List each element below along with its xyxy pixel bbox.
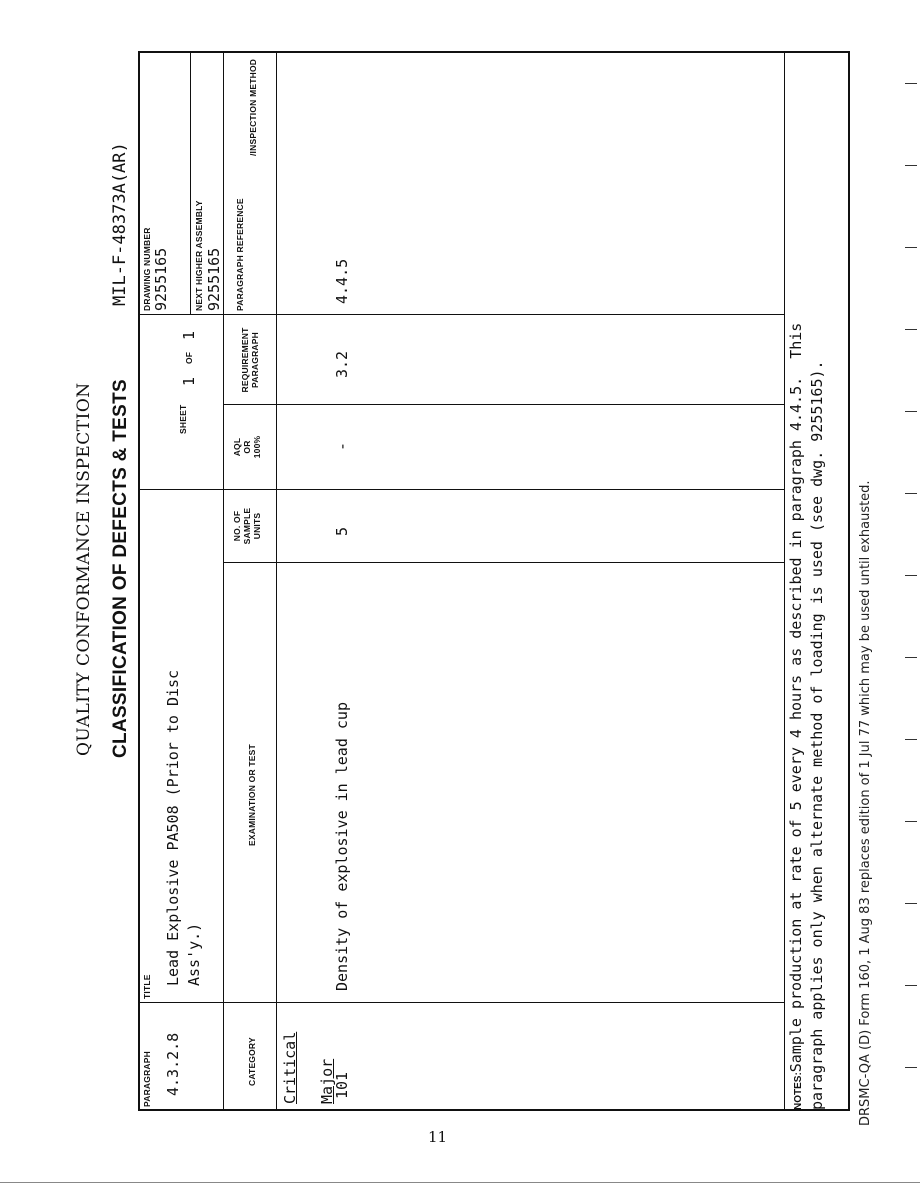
edge-tick bbox=[905, 83, 917, 84]
form-footer: DRSMC-QA (D) Form 160, 1 Aug 83 replaces edition of 1 Jul 77 which may be used until exhausted. bbox=[858, 480, 873, 1126]
category-column-divider bbox=[138, 1002, 784, 1003]
sample-units-header: NO. OF SAMPLE UNITS bbox=[232, 507, 262, 545]
aql-header: AQL OR 100% bbox=[232, 435, 262, 459]
edge-tick bbox=[905, 165, 917, 166]
reference-header: PARAGRAPH REFERENCE bbox=[235, 198, 245, 311]
header-row-divider bbox=[223, 51, 224, 1111]
reference-value: 4.4.5 bbox=[333, 258, 351, 304]
edge-tick bbox=[905, 493, 917, 494]
page-title: QUALITY CONFORMANCE INSPECTION bbox=[74, 382, 94, 756]
notes-label: NOTES: bbox=[793, 1072, 804, 1110]
sheet-label: SHEET bbox=[178, 404, 188, 434]
edge-tick bbox=[905, 1067, 917, 1068]
sample-units-value: 5 bbox=[333, 526, 351, 536]
drawing-divider bbox=[190, 51, 191, 315]
title-value-line1: Lead Explosive PA508 (Prior to Disc bbox=[164, 669, 182, 986]
edge-tick bbox=[905, 657, 917, 658]
paragraph-label: PARAGRAPH bbox=[142, 1051, 152, 1107]
title-sheet-divider bbox=[138, 489, 784, 490]
examination-density: Density of explosive in lead cup bbox=[333, 702, 351, 991]
category-major: Major bbox=[318, 1058, 336, 1104]
notes-block bbox=[787, 60, 827, 1110]
paragraph-value: 4.3.2.8 bbox=[164, 1032, 182, 1096]
edge-tick bbox=[905, 903, 917, 904]
notes-divider bbox=[784, 51, 785, 1111]
aql-column-divider bbox=[223, 404, 784, 405]
sheet-total: 1 bbox=[180, 330, 198, 340]
drawing-number-value: 9255165 bbox=[152, 247, 170, 311]
notes-line1: Sample production at rate of 5 every 4 hours as described in paragraph 4.4.5. This bbox=[787, 322, 805, 1073]
spec-number: MIL-F-48373A(AR) bbox=[110, 142, 130, 306]
requirement-header: REQUIREMENT PARAGRAPH bbox=[240, 327, 260, 393]
edge-tick bbox=[905, 247, 917, 248]
title-label: TITLE bbox=[142, 974, 152, 999]
inspection-method-header: /INSPECTION METHOD bbox=[248, 58, 258, 156]
exam-column-divider bbox=[223, 562, 784, 563]
edge-tick bbox=[905, 411, 917, 412]
title-value-line2: Ass'y.) bbox=[185, 922, 203, 986]
sheet-of-label: OF bbox=[184, 351, 194, 364]
category-critical: Critical bbox=[281, 1031, 299, 1104]
edge-tick bbox=[905, 739, 917, 740]
next-assembly-label: NEXT HIGHER ASSEMBLY bbox=[194, 200, 204, 311]
bottom-rule bbox=[0, 1182, 920, 1183]
requirement-value: 3.2 bbox=[333, 350, 351, 378]
sheet-number: 1 bbox=[180, 376, 198, 386]
edge-tick bbox=[905, 329, 917, 330]
column-header-divider bbox=[276, 51, 277, 1111]
edge-tick bbox=[905, 985, 917, 986]
page-number: 11 bbox=[428, 1128, 448, 1146]
category-header: CATEGORY bbox=[247, 1037, 257, 1086]
aql-value: - bbox=[333, 441, 351, 451]
requirement-column-divider bbox=[138, 314, 784, 315]
next-assembly-value: 9255165 bbox=[205, 247, 223, 311]
drawing-number-label: DRAWING NUMBER bbox=[142, 227, 152, 311]
edge-tick bbox=[905, 821, 917, 822]
examination-header: EXAMINATION OR TEST bbox=[247, 744, 257, 846]
classification-heading: CLASSIFICATION OF DEFECTS & TESTS bbox=[110, 379, 131, 758]
category-major-number: 101 bbox=[333, 1071, 351, 1099]
edge-tick bbox=[905, 575, 917, 576]
notes-line2: paragraph applies only when alternate method of loading is used (see dwg. 9255165). bbox=[808, 360, 826, 1110]
